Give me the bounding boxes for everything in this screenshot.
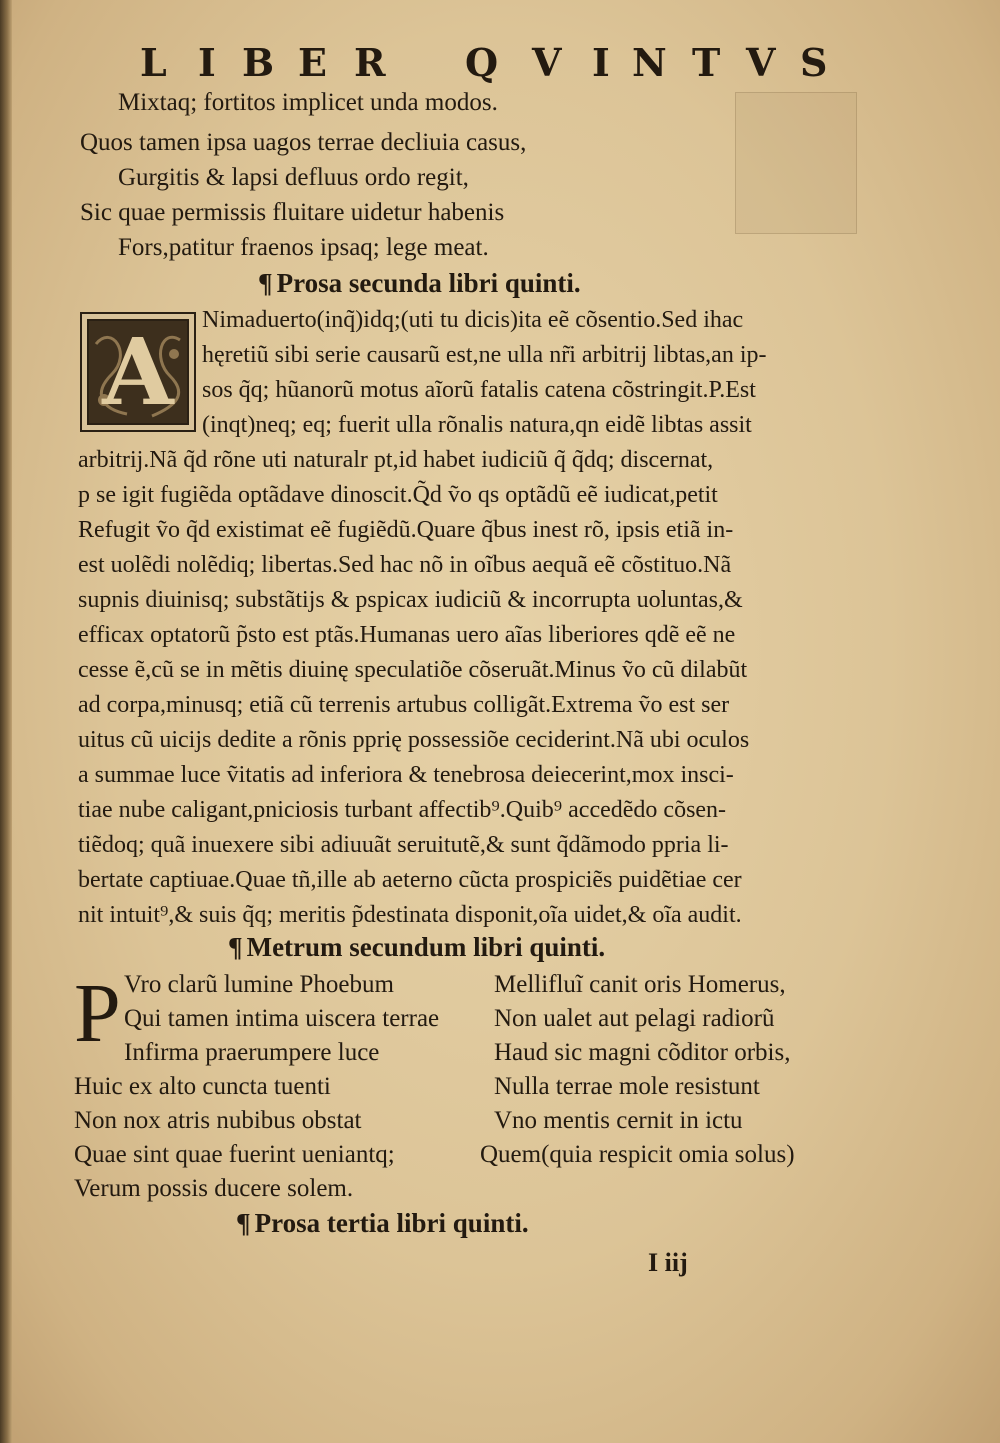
prose-line: (inqt)neq; eq; fuerit ulla rõnalis natura,qn eidẽ libtas assit [202,412,752,438]
running-head-letter: N [632,40,667,85]
verse-line-right: Nulla terrae mole resistunt [494,1073,760,1100]
verse-line-left: Non nox atris nubibus obstat [74,1107,362,1134]
dropcap-letter: A [102,318,174,426]
prose-line: Nimaduerto(inq̃)idq;(uti tu dicis)ita eẽ cõsentio.Sed ihac [202,307,744,333]
verse-line: Sic quae permissis fluitare uidetur habenis [80,199,505,226]
decorated-initial [80,312,196,432]
prose-line: supnis diuinisq; substãtijs & pspicax iudiciũ & incorrupta uoluntas,& [78,587,743,613]
running-head-letter: R [354,40,386,85]
show-through-woodcut [735,92,857,234]
prose-line: bertate captiuae.Quae tñ,ille ab aeterno cũcta prospiciẽs puidẽtiae cer [78,867,742,893]
running-head [140,40,860,90]
prose-line: ad corpa,minusq; etiã cũ terrenis artubus colligãt.Extrema ṽo est ser [78,692,730,718]
running-head-letter: T [692,40,721,85]
running-head-letter: V [746,40,776,85]
prose-line: hęretiũ sibi serie causarũ est,ne ulla nr̃i arbitrij libtas,an ip- [202,342,767,368]
pilcrow-mark: ¶ [258,268,273,298]
prose-line: arbitrij.Nã q̃d rõne uti naturalr pt,id habet iudiciũ q̃ q̃dq; discernat, [78,447,714,473]
running-head-letter: I [592,40,610,85]
verse-line-left: Quae sint quae fuerint ueniantq; [74,1141,395,1168]
running-head-letter: E [298,40,327,85]
prose-line: est uolẽdi nolẽdiq; libertas.Sed hac nõ in oĩbus aequã eẽ cõstituo.Nã [78,552,732,578]
running-head-letter: I [198,40,216,85]
prose-line: nit intuit⁹,& suis q̃q; meritis p̃destinata disponit,oĩa uidet,& oĩa audit. [78,902,742,928]
section-heading [228,932,605,962]
pilcrow-mark: ¶ [228,932,243,962]
verse-line-right: Quem(quia respicit omia solus) [480,1141,795,1168]
verse-line-left: Verum possis ducere solem. [74,1175,354,1202]
page-gutter [0,0,12,1443]
section-heading-text: Prosa tertia libri quinti. [254,1208,529,1238]
verse-line-left: Infirma praerumpere luce [124,1039,380,1066]
prose-line: tiẽdoq; quã inuexere sibi adiuuãt seruitutẽ,& sunt q̃dãmodo ppria li- [78,832,729,858]
prose-line: Refugit ṽo q̃d existimat eẽ fugiẽdũ.Quare q̃bus inest rõ, ipsis etiã in- [78,517,734,543]
verse-line-right: Vno mentis cernit in ictu [494,1107,743,1134]
section-heading-text: Prosa secunda libri quinti. [276,268,581,298]
section-heading-text: Metrum secundum libri quinti. [246,932,606,962]
running-head-letter: S [800,40,828,85]
verse-line-left: Huic ex alto cuncta tuenti [74,1073,331,1100]
verse-line: Quos tamen ipsa uagos terrae decliuia casus, [80,129,527,156]
prose-line: efficax optatorũ p̃sto est ptãs.Humanas uero aĩas liberiores qdẽ eẽ ne [78,622,736,648]
signature-mark: I iij [648,1248,688,1277]
prose-line: p se igit fugiẽda optãdave dinoscit.Q̃d ṽo qs optãdũ eẽ iudicat,petit [78,482,718,508]
verse-line: Gurgitis & lapsi defluus ordo regit, [118,164,469,191]
verse-line-right: Non ualet aut pelagi radiorũ [494,1005,775,1032]
prose-line: tiae nube caligant,pniciosis turbant affectib⁹.Quib⁹ accedẽdo cõsen- [78,797,727,823]
verse-line: Fors,patitur fraenos ipsaq; lege meat. [118,234,489,261]
pilcrow-mark: ¶ [236,1208,251,1238]
verse-line-right: Haud sic magni cõditor orbis, [494,1039,791,1066]
prose-line: uitus cũ uicijs dedite a rõnis pprię possessiõe ceciderint.Nã ubi oculos [78,727,750,753]
prose-line: a summae luce ṽitatis ad inferiora & tenebrosa deiecerint,mox insci- [78,762,734,788]
running-head-letter: V [532,40,562,85]
section-heading [258,268,581,298]
prose-line: cesse ẽ,cũ se in mẽtis diuinę speculatiõe cõseruãt.Minus ṽo cũ dilabũt [78,657,748,683]
running-head-letter: B [242,40,275,85]
section-heading [236,1208,529,1238]
running-head-letter: Q [465,40,499,85]
verse-line: Mixtaq; fortitos implicet unda modos. [118,89,498,116]
running-head-letter: L [140,40,167,85]
prose-line: sos q̃q; hũanorũ motus aĩorũ fatalis catena cõstringit.P.Est [202,377,756,403]
verse-initial: P [74,967,121,1060]
verse-line-left: Vro clarũ lumine Phoebum [124,971,394,998]
verse-line-left: Qui tamen intima uiscera terrae [124,1005,440,1032]
verse-line-right: Mellifluĩ canit oris Homerus, [494,971,786,998]
